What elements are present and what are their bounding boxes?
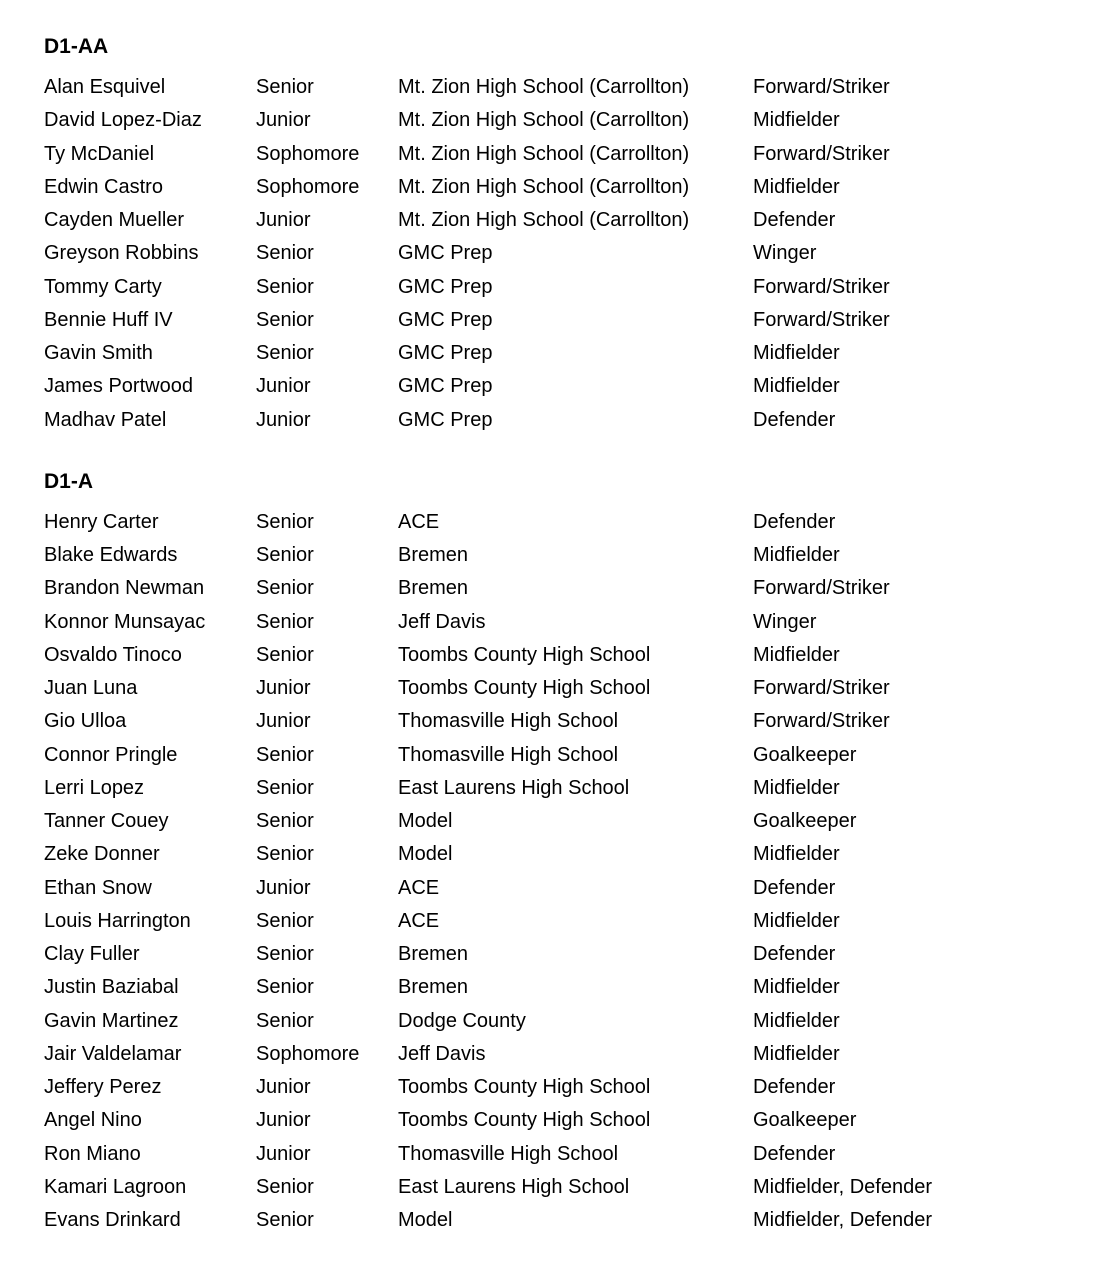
player-name: Clay Fuller bbox=[44, 943, 140, 965]
player-position: Goalkeeper bbox=[753, 743, 857, 766]
player-year: Sophomore bbox=[256, 175, 360, 198]
player-name: Greyson Robbins bbox=[44, 242, 199, 265]
player-school: Model bbox=[398, 810, 453, 832]
player-row bbox=[44, 304, 1060, 337]
player-year: Senior bbox=[256, 577, 314, 600]
player-name: Alan Esquivel bbox=[44, 76, 166, 98]
player-year: Junior bbox=[256, 209, 311, 231]
player-row bbox=[44, 1005, 1060, 1038]
player-position: Midfielder, Defender bbox=[753, 1209, 932, 1231]
player-name: Tanner Couey bbox=[44, 810, 169, 832]
player-school: Thomasville High School bbox=[398, 710, 619, 733]
division-section bbox=[44, 465, 1060, 1238]
player-year: Senior bbox=[256, 643, 314, 666]
player-school: Model bbox=[398, 843, 453, 866]
player-year: Senior bbox=[256, 1009, 314, 1032]
player-year: Senior bbox=[256, 510, 314, 533]
player-year: Sophomore bbox=[256, 142, 360, 165]
player-position: Goalkeeper bbox=[753, 1109, 857, 1132]
player-row bbox=[44, 905, 1060, 938]
player-school: GMC Prep bbox=[398, 342, 493, 364]
player-school: Thomasville High School bbox=[398, 1142, 619, 1165]
player-name: Madhav Patel bbox=[44, 408, 167, 431]
player-row bbox=[44, 506, 1060, 539]
player-school: Toombs County High School bbox=[398, 1076, 651, 1098]
player-row bbox=[44, 1138, 1060, 1171]
player-position: Midfielder bbox=[753, 643, 840, 666]
player-name: Zeke Donner bbox=[44, 843, 160, 866]
player-school: Mt. Zion High School (Carrollton) bbox=[398, 142, 690, 165]
player-row bbox=[44, 838, 1060, 871]
player-position: Forward/Striker bbox=[753, 142, 890, 165]
player-row bbox=[44, 606, 1060, 639]
player-year: Senior bbox=[256, 275, 314, 298]
player-row bbox=[44, 971, 1060, 1004]
player-position: Defender bbox=[753, 876, 836, 899]
player-year: Junior bbox=[256, 710, 311, 733]
player-school: Model bbox=[398, 1209, 453, 1231]
player-row bbox=[44, 171, 1060, 204]
player-name: Gavin Smith bbox=[44, 342, 153, 364]
player-name: Osvaldo Tinoco bbox=[44, 643, 182, 666]
player-school: Bremen bbox=[398, 976, 469, 999]
player-school: GMC Prep bbox=[398, 408, 493, 431]
division-title: D1-AA bbox=[44, 35, 109, 58]
player-year: Junior bbox=[256, 677, 311, 699]
player-position: Midfielder bbox=[753, 1009, 840, 1032]
player-name: David Lopez-Diaz bbox=[44, 109, 202, 132]
player-school: GMC Prep bbox=[398, 275, 493, 298]
player-row bbox=[44, 370, 1060, 403]
player-position: Midfielder bbox=[753, 909, 840, 932]
player-row bbox=[44, 71, 1060, 104]
player-year: Senior bbox=[256, 743, 314, 766]
player-year: Junior bbox=[256, 375, 311, 398]
player-year: Senior bbox=[256, 342, 314, 364]
player-school: ACE bbox=[398, 510, 440, 533]
player-year: Senior bbox=[256, 976, 314, 999]
player-school: Toombs County High School bbox=[398, 1109, 651, 1132]
player-year: Senior bbox=[256, 76, 314, 98]
player-row bbox=[44, 872, 1060, 905]
player-year: Senior bbox=[256, 843, 314, 866]
player-school: GMC Prep bbox=[398, 308, 493, 331]
player-school: Dodge County bbox=[398, 1009, 526, 1032]
player-position: Midfielder bbox=[753, 1042, 840, 1065]
player-school: Toombs County High School bbox=[398, 677, 651, 699]
player-name: Connor Pringle bbox=[44, 743, 178, 766]
player-name: Louis Harrington bbox=[44, 909, 191, 932]
player-school: GMC Prep bbox=[398, 375, 493, 398]
player-position: Forward/Striker bbox=[753, 275, 890, 298]
player-name: Gavin Martinez bbox=[44, 1009, 179, 1032]
player-name: Jeffery Perez bbox=[44, 1076, 162, 1098]
player-position: Defender bbox=[753, 209, 836, 231]
player-name: Edwin Castro bbox=[44, 175, 163, 198]
player-row bbox=[44, 772, 1060, 805]
player-name: Cayden Mueller bbox=[44, 209, 185, 231]
player-position: Midfielder, Defender bbox=[753, 1175, 932, 1198]
player-year: Senior bbox=[256, 1175, 314, 1198]
player-position: Forward/Striker bbox=[753, 710, 890, 733]
player-position: Midfielder bbox=[753, 544, 840, 566]
player-position: Forward/Striker bbox=[753, 577, 890, 600]
player-school: Thomasville High School bbox=[398, 743, 619, 766]
player-year: Junior bbox=[256, 109, 311, 132]
player-name: Ethan Snow bbox=[44, 876, 152, 899]
player-school: Bremen bbox=[398, 577, 469, 600]
player-year: Junior bbox=[256, 1142, 311, 1165]
player-row bbox=[44, 1104, 1060, 1137]
player-position: Midfielder bbox=[753, 843, 840, 866]
player-position: Midfielder bbox=[753, 109, 840, 132]
player-school: Bremen bbox=[398, 544, 469, 566]
player-row bbox=[44, 1038, 1060, 1071]
player-year: Senior bbox=[256, 909, 314, 932]
player-row bbox=[44, 739, 1060, 772]
player-row bbox=[44, 1204, 1060, 1237]
player-row bbox=[44, 672, 1060, 705]
player-year: Senior bbox=[256, 1209, 314, 1231]
player-position: Midfielder bbox=[753, 375, 840, 398]
player-year: Junior bbox=[256, 408, 311, 431]
player-school: GMC Prep bbox=[398, 242, 493, 265]
player-name: James Portwood bbox=[44, 375, 193, 398]
player-name: Juan Luna bbox=[44, 677, 138, 699]
player-name: Bennie Huff IV bbox=[44, 308, 173, 331]
player-position: Forward/Striker bbox=[753, 677, 890, 699]
player-year: Junior bbox=[256, 876, 311, 899]
division-title: D1-A bbox=[44, 469, 94, 493]
player-name: Ron Miano bbox=[44, 1142, 141, 1165]
player-position: Defender bbox=[753, 1142, 836, 1165]
player-row bbox=[44, 805, 1060, 838]
player-school: Jeff Davis bbox=[398, 610, 486, 633]
player-row bbox=[44, 138, 1060, 171]
player-name: Konnor Munsayac bbox=[44, 610, 206, 633]
player-name: Brandon Newman bbox=[44, 577, 205, 600]
player-position: Winger bbox=[753, 610, 817, 633]
player-year: Senior bbox=[256, 242, 314, 265]
player-position: Forward/Striker bbox=[753, 308, 890, 331]
player-row bbox=[44, 271, 1060, 304]
player-position: Defender bbox=[753, 1076, 836, 1098]
player-year: Sophomore bbox=[256, 1042, 360, 1065]
player-row bbox=[44, 104, 1060, 137]
player-year: Senior bbox=[256, 544, 314, 566]
player-school: Mt. Zion High School (Carrollton) bbox=[398, 209, 690, 231]
player-school: Mt. Zion High School (Carrollton) bbox=[398, 76, 690, 98]
player-name: Angel Nino bbox=[44, 1109, 142, 1132]
player-year: Junior bbox=[256, 1076, 311, 1098]
section-rows bbox=[44, 71, 1060, 437]
player-school: East Laurens High School bbox=[398, 1175, 630, 1198]
player-year: Senior bbox=[256, 810, 314, 832]
player-name: Tommy Carty bbox=[44, 275, 162, 298]
player-row bbox=[44, 1071, 1060, 1104]
player-school: Jeff Davis bbox=[398, 1042, 486, 1065]
player-year: Senior bbox=[256, 308, 314, 331]
player-name: Henry Carter bbox=[44, 510, 159, 533]
player-name: Evans Drinkard bbox=[44, 1209, 181, 1231]
player-school: Toombs County High School bbox=[398, 643, 651, 666]
player-school: ACE bbox=[398, 909, 440, 932]
player-row bbox=[44, 539, 1060, 572]
player-row bbox=[44, 639, 1060, 672]
player-position: Midfielder bbox=[753, 976, 840, 999]
player-row bbox=[44, 705, 1060, 738]
player-year: Senior bbox=[256, 776, 314, 799]
player-name: Jair Valdelamar bbox=[44, 1042, 182, 1065]
player-name: Kamari Lagroon bbox=[44, 1175, 187, 1198]
player-row bbox=[44, 337, 1060, 370]
player-year: Senior bbox=[256, 943, 314, 965]
player-row bbox=[44, 404, 1060, 437]
player-name: Gio Ulloa bbox=[44, 710, 127, 733]
player-name: Ty McDaniel bbox=[44, 142, 155, 165]
player-position: Goalkeeper bbox=[753, 810, 857, 832]
player-row bbox=[44, 1171, 1060, 1204]
player-row bbox=[44, 938, 1060, 971]
player-school: Bremen bbox=[398, 943, 469, 965]
player-position: Midfielder bbox=[753, 342, 840, 364]
player-position: Midfielder bbox=[753, 776, 840, 799]
player-school: Mt. Zion High School (Carrollton) bbox=[398, 109, 690, 132]
division-section bbox=[44, 30, 1060, 437]
player-position: Winger bbox=[753, 242, 817, 265]
player-school: East Laurens High School bbox=[398, 776, 630, 799]
player-row bbox=[44, 204, 1060, 237]
section-rows bbox=[44, 506, 1060, 1238]
player-position: Forward/Striker bbox=[753, 76, 890, 98]
player-school: ACE bbox=[398, 876, 440, 899]
player-position: Defender bbox=[753, 408, 836, 431]
player-position: Defender bbox=[753, 510, 836, 533]
player-position: Midfielder bbox=[753, 175, 840, 198]
player-school: Mt. Zion High School (Carrollton) bbox=[398, 175, 690, 198]
player-name: Lerri Lopez bbox=[44, 776, 145, 799]
player-row bbox=[44, 572, 1060, 605]
player-position: Defender bbox=[753, 943, 836, 965]
player-year: Senior bbox=[256, 610, 314, 633]
player-name: Blake Edwards bbox=[44, 544, 178, 566]
player-year: Junior bbox=[256, 1109, 311, 1132]
player-name: Justin Baziabal bbox=[44, 976, 179, 999]
player-row bbox=[44, 237, 1060, 270]
